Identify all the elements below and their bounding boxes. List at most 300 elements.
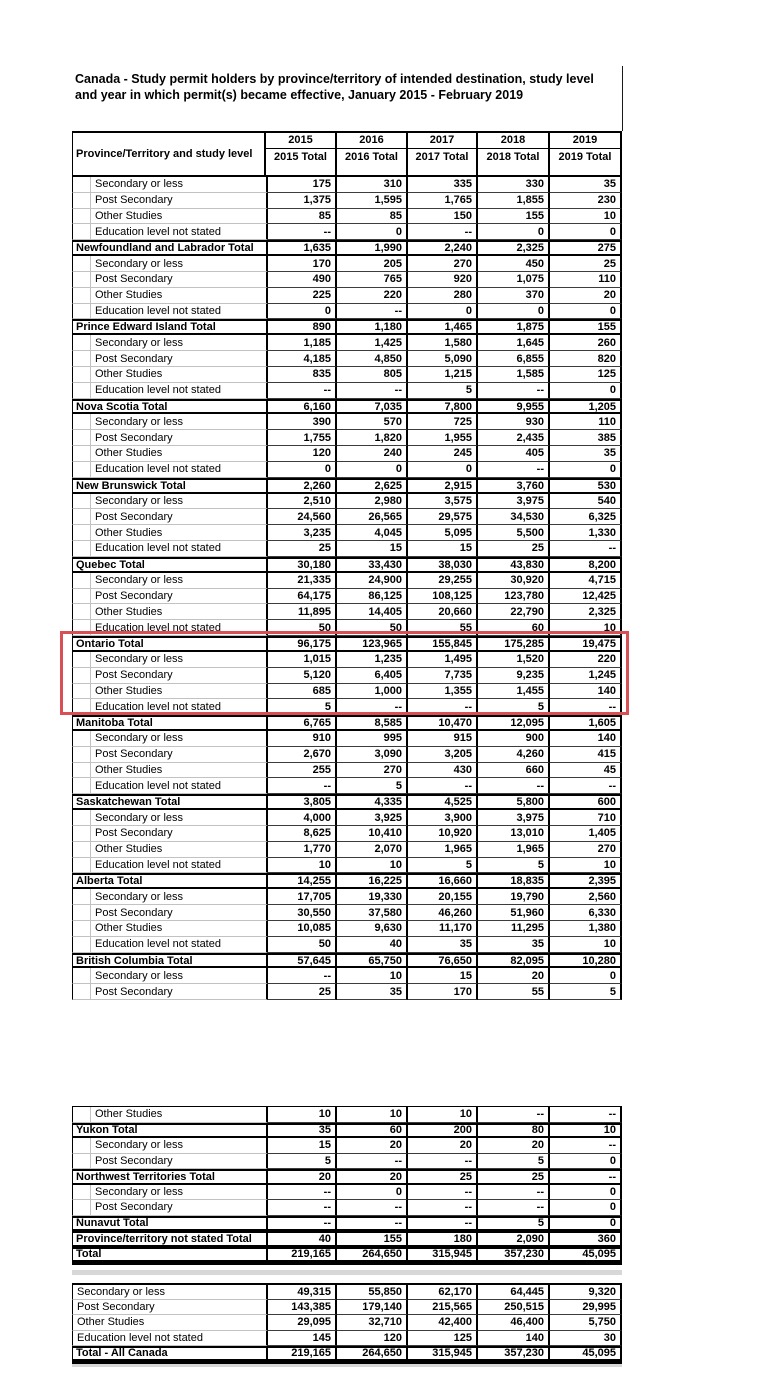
value-cell: 155 — [337, 1231, 408, 1247]
value-cell: 1,000 — [337, 684, 408, 700]
value-cell: 86,125 — [337, 589, 408, 605]
province-total-row — [72, 1169, 622, 1185]
value-cell: 42,400 — [408, 1315, 478, 1330]
row-label: Other Studies — [95, 605, 163, 618]
study-level-row — [72, 1315, 622, 1330]
value-cell: 0 — [408, 304, 478, 320]
value-cell: 125 — [550, 367, 622, 383]
value-cell: 49,315 — [268, 1285, 337, 1300]
value-cell: 0 — [550, 462, 622, 478]
value-cell: 5,800 — [478, 794, 550, 810]
value-cell: 143,385 — [268, 1300, 337, 1315]
value-cell: -- — [408, 1154, 478, 1170]
study-level-row — [72, 858, 622, 874]
value-cell: 270 — [337, 763, 408, 779]
value-cell: -- — [478, 383, 550, 399]
value-cell: 26,565 — [337, 509, 408, 525]
row-label: Province/territory not stated Total — [76, 1232, 252, 1245]
report-title — [75, 71, 635, 103]
row-label-cell — [72, 1315, 268, 1330]
study-level-row — [72, 589, 622, 605]
row-label-cell — [72, 1123, 268, 1139]
row-label-cell — [72, 1200, 268, 1216]
value-cell: 2,625 — [337, 478, 408, 494]
row-label-cell — [72, 984, 268, 1000]
value-cell: 29,575 — [408, 509, 478, 525]
value-cell: 1,595 — [337, 193, 408, 209]
value-cell: 5 — [478, 1216, 550, 1232]
value-cell: 430 — [408, 763, 478, 779]
row-label-cell — [72, 304, 268, 320]
value-cell: 34,530 — [478, 509, 550, 525]
value-cell: 3,575 — [408, 494, 478, 510]
indent-gutter — [73, 367, 91, 382]
indent-gutter — [73, 462, 91, 477]
row-label: Other Studies — [95, 684, 163, 697]
value-cell: 315,945 — [408, 1247, 478, 1263]
value-cell: 2,435 — [478, 430, 550, 446]
value-cell: 1,185 — [268, 335, 337, 351]
value-cell: 219,165 — [268, 1247, 337, 1263]
value-cell: 10 — [550, 858, 622, 874]
value-cell: 30,920 — [478, 573, 550, 589]
value-cell: 4,045 — [337, 525, 408, 541]
value-cell: 5,090 — [408, 351, 478, 367]
year-header: 2017 — [408, 133, 476, 149]
value-cell: 390 — [268, 414, 337, 430]
value-cell: 150 — [408, 209, 478, 225]
value-cell: 50 — [337, 620, 408, 636]
indent-gutter — [73, 193, 91, 208]
year-header: 2019 — [550, 133, 620, 149]
indent-gutter — [73, 414, 91, 429]
row-label-cell — [72, 1185, 268, 1201]
study-level-row — [72, 826, 622, 842]
value-cell: 3,900 — [408, 810, 478, 826]
value-cell: 385 — [550, 430, 622, 446]
row-label: Prince Edward Island Total — [76, 321, 216, 334]
row-label-cell — [72, 367, 268, 383]
value-cell: 2,510 — [268, 494, 337, 510]
row-label-cell — [72, 209, 268, 225]
row-label-cell — [72, 1346, 268, 1361]
value-cell: 25 — [478, 1169, 550, 1185]
value-cell: 0 — [268, 462, 337, 478]
value-cell: 15 — [408, 541, 478, 557]
value-cell: -- — [408, 224, 478, 240]
value-cell: -- — [408, 778, 478, 794]
study-level-row — [72, 968, 622, 984]
row-label-cell — [72, 842, 268, 858]
row-label-cell — [72, 319, 268, 335]
value-cell: 123,965 — [337, 636, 408, 652]
row-label: Post Secondary — [95, 906, 173, 919]
indent-gutter — [73, 177, 91, 192]
value-cell: 76,650 — [408, 953, 478, 969]
value-cell: 155 — [550, 319, 622, 335]
year-header: 2016 — [337, 133, 406, 149]
value-cell: 1,875 — [478, 319, 550, 335]
value-cell: 10 — [550, 209, 622, 225]
value-cell: 370 — [478, 288, 550, 304]
value-cell: 55 — [408, 620, 478, 636]
indent-gutter — [73, 826, 91, 841]
row-label: Education level not stated — [77, 1331, 203, 1344]
row-label: Total - All Canada — [76, 1347, 168, 1360]
province-total-row — [72, 240, 622, 256]
row-label-cell — [72, 1285, 268, 1300]
value-cell: 1,965 — [408, 842, 478, 858]
section-divider — [72, 1364, 622, 1367]
row-label-cell — [72, 889, 268, 905]
row-label: Nova Scotia Total — [76, 400, 168, 413]
value-cell: 5 — [408, 383, 478, 399]
row-label-cell — [72, 1154, 268, 1170]
value-cell: 1,355 — [408, 684, 478, 700]
value-cell: 805 — [337, 367, 408, 383]
value-cell: 910 — [268, 731, 337, 747]
value-cell: 360 — [550, 1231, 622, 1247]
study-level-row — [72, 731, 622, 747]
study-level-row — [72, 1185, 622, 1201]
table-section-continued — [72, 1106, 622, 1265]
value-cell: 50 — [268, 937, 337, 953]
row-label: Other Studies — [95, 764, 163, 777]
value-cell: 80 — [478, 1123, 550, 1139]
value-cell: 20 — [478, 1138, 550, 1154]
indent-gutter — [73, 224, 91, 239]
value-cell: 2,240 — [408, 240, 478, 256]
value-cell: 264,650 — [337, 1346, 408, 1361]
value-cell: 1,235 — [337, 652, 408, 668]
indent-gutter — [73, 905, 91, 920]
row-label-cell — [72, 858, 268, 874]
row-label: Secondary or less — [77, 1286, 166, 1299]
value-cell: 2,325 — [478, 240, 550, 256]
row-label: Secondary or less — [95, 178, 184, 191]
value-cell: 30,180 — [268, 557, 337, 573]
row-label: Secondary or less — [95, 574, 184, 587]
value-cell: -- — [550, 1107, 622, 1123]
value-cell: 10 — [337, 1107, 408, 1123]
row-label-cell — [72, 351, 268, 367]
value-cell: 5,095 — [408, 525, 478, 541]
value-cell: -- — [408, 1216, 478, 1232]
value-cell: 35 — [337, 984, 408, 1000]
row-label: Ontario Total — [76, 637, 144, 650]
row-label: Post Secondary — [77, 1301, 155, 1314]
value-cell: 10 — [337, 968, 408, 984]
study-level-row — [72, 905, 622, 921]
value-cell: 57,645 — [268, 953, 337, 969]
table-header — [72, 131, 622, 177]
value-cell: 0 — [550, 383, 622, 399]
row-label: Secondary or less — [95, 969, 184, 982]
value-cell: 260 — [550, 335, 622, 351]
value-cell: 450 — [478, 256, 550, 272]
row-label-cell — [72, 557, 268, 573]
value-cell: 37,580 — [337, 905, 408, 921]
value-cell: 5 — [478, 699, 550, 715]
value-cell: -- — [478, 1200, 550, 1216]
province-total-row — [72, 1231, 622, 1247]
row-label: Other Studies — [95, 289, 163, 302]
value-cell: 1,245 — [550, 668, 622, 684]
value-cell: 5,500 — [478, 525, 550, 541]
row-label: Education level not stated — [95, 779, 221, 792]
indent-gutter — [73, 446, 91, 461]
table-section-summary — [72, 1283, 622, 1364]
row-label: Other Studies — [95, 843, 163, 856]
value-cell: 920 — [408, 272, 478, 288]
row-label-cell — [72, 193, 268, 209]
row-label-cell — [72, 272, 268, 288]
value-cell: 270 — [408, 256, 478, 272]
value-cell: 4,850 — [337, 351, 408, 367]
indent-gutter — [73, 1185, 91, 1200]
value-cell: 25 — [268, 541, 337, 557]
indent-gutter — [73, 604, 91, 619]
value-cell: 140 — [478, 1331, 550, 1346]
value-cell: 230 — [550, 193, 622, 209]
value-cell: 1,580 — [408, 335, 478, 351]
value-cell: 120 — [337, 1331, 408, 1346]
indent-gutter — [73, 383, 91, 398]
value-cell: 55 — [478, 984, 550, 1000]
grand-total-row — [72, 1247, 622, 1263]
value-cell: 2,670 — [268, 747, 337, 763]
value-cell: 9,235 — [478, 668, 550, 684]
indent-gutter — [73, 763, 91, 778]
study-level-row — [72, 525, 622, 541]
row-label: Alberta Total — [76, 875, 143, 888]
value-cell: -- — [408, 1185, 478, 1201]
value-cell: 835 — [268, 367, 337, 383]
value-cell: 46,260 — [408, 905, 478, 921]
row-label: Education level not stated — [95, 700, 221, 713]
value-cell: -- — [268, 778, 337, 794]
study-level-row — [72, 1138, 622, 1154]
value-cell: 4,000 — [268, 810, 337, 826]
row-label: Secondary or less — [95, 1139, 184, 1152]
value-cell: 179,140 — [337, 1300, 408, 1315]
row-label: Post Secondary — [95, 273, 173, 286]
study-level-row — [72, 288, 622, 304]
indent-gutter — [73, 589, 91, 604]
value-cell: 915 — [408, 731, 478, 747]
value-cell: 1,015 — [268, 652, 337, 668]
value-cell: 1,405 — [550, 826, 622, 842]
value-cell: 33,430 — [337, 557, 408, 573]
row-label-cell — [72, 573, 268, 589]
value-cell: 415 — [550, 747, 622, 763]
value-cell: 6,765 — [268, 715, 337, 731]
indent-gutter — [73, 256, 91, 271]
row-label: Secondary or less — [95, 890, 184, 903]
value-cell: 15 — [337, 541, 408, 557]
value-cell: 3,235 — [268, 525, 337, 541]
study-level-row — [72, 304, 622, 320]
value-cell: 0 — [550, 1200, 622, 1216]
study-level-row — [72, 256, 622, 272]
value-cell: 24,560 — [268, 509, 337, 525]
value-cell: -- — [408, 1200, 478, 1216]
indent-gutter — [73, 968, 91, 983]
value-cell: 3,090 — [337, 747, 408, 763]
value-cell: 4,715 — [550, 573, 622, 589]
row-label-cell — [72, 715, 268, 731]
row-label: Education level not stated — [95, 305, 221, 318]
row-label: Post Secondary — [95, 827, 173, 840]
value-cell: 2,070 — [337, 842, 408, 858]
row-label: Education level not stated — [95, 938, 221, 951]
value-cell: 275 — [550, 240, 622, 256]
indent-gutter — [73, 937, 91, 952]
report-title-line1: Canada - Study permit holders by province/territory of intended destination, study level — [75, 72, 594, 86]
report-title-line2: and year in which permit(s) became effective, January 2015 - February 2019 — [75, 88, 524, 102]
value-cell: 60 — [478, 620, 550, 636]
value-cell: -- — [337, 1216, 408, 1232]
study-level-row — [72, 509, 622, 525]
value-cell: 7,735 — [408, 668, 478, 684]
value-cell: 3,975 — [478, 810, 550, 826]
value-cell: 264,650 — [337, 1247, 408, 1263]
value-cell: 155,845 — [408, 636, 478, 652]
value-cell: 5 — [268, 1154, 337, 1170]
study-level-row — [72, 272, 622, 288]
value-cell: 330 — [478, 177, 550, 193]
indent-gutter — [73, 509, 91, 524]
value-cell: 0 — [268, 304, 337, 320]
value-cell: 20,155 — [408, 889, 478, 905]
study-level-row — [72, 209, 622, 225]
study-level-row — [72, 224, 622, 240]
value-cell: 9,630 — [337, 921, 408, 937]
value-cell: 25 — [268, 984, 337, 1000]
value-cell: 10 — [550, 1123, 622, 1139]
value-cell: 725 — [408, 414, 478, 430]
row-label-cell — [72, 478, 268, 494]
row-label-cell — [72, 778, 268, 794]
row-label: Secondary or less — [95, 415, 184, 428]
value-cell: 1,965 — [478, 842, 550, 858]
value-cell: 10 — [268, 1107, 337, 1123]
value-cell: 21,335 — [268, 573, 337, 589]
indent-gutter — [73, 272, 91, 287]
year-total-header: 2017 Total — [415, 151, 469, 163]
value-cell: 765 — [337, 272, 408, 288]
row-label: Post Secondary — [95, 1154, 173, 1167]
year-total-header: 2016 Total — [345, 151, 398, 163]
value-cell: 62,170 — [408, 1285, 478, 1300]
value-cell: 51,960 — [478, 905, 550, 921]
indent-gutter — [73, 209, 91, 224]
row-label: Secondary or less — [95, 494, 184, 507]
value-cell: 5 — [478, 858, 550, 874]
value-cell: 0 — [550, 224, 622, 240]
value-cell: 6,160 — [268, 399, 337, 415]
value-cell: 32,710 — [337, 1315, 408, 1330]
indent-gutter — [73, 1107, 91, 1122]
value-cell: -- — [408, 699, 478, 715]
value-cell: 540 — [550, 494, 622, 510]
year-total-header: 2018 Total — [486, 151, 540, 163]
value-cell: -- — [268, 383, 337, 399]
value-cell: -- — [550, 778, 622, 794]
row-label-cell — [72, 509, 268, 525]
value-cell: 280 — [408, 288, 478, 304]
value-cell: 29,995 — [550, 1300, 622, 1315]
province-total-row — [72, 715, 622, 731]
row-label-cell — [72, 1247, 268, 1263]
value-cell: 1,425 — [337, 335, 408, 351]
value-cell: -- — [337, 304, 408, 320]
indent-gutter — [73, 889, 91, 904]
province-total-row — [72, 953, 622, 969]
value-cell: 405 — [478, 446, 550, 462]
value-cell: -- — [337, 1154, 408, 1170]
study-level-row — [72, 1200, 622, 1216]
value-cell: 10,280 — [550, 953, 622, 969]
row-label-cell — [72, 240, 268, 256]
value-cell: 4,260 — [478, 747, 550, 763]
study-level-row — [72, 193, 622, 209]
row-label: Other Studies — [95, 922, 163, 935]
value-cell: 10,470 — [408, 715, 478, 731]
study-level-row — [72, 351, 622, 367]
row-label: Other Studies — [95, 1108, 163, 1121]
indent-gutter — [73, 335, 91, 350]
row-label-cell — [72, 1216, 268, 1232]
indent-gutter — [73, 494, 91, 509]
value-cell: 3,805 — [268, 794, 337, 810]
row-label-cell — [72, 763, 268, 779]
row-label: Newfoundland and Labrador Total — [76, 242, 254, 255]
value-cell: 12,425 — [550, 589, 622, 605]
row-label: Manitoba Total — [76, 717, 153, 730]
indent-gutter — [73, 1138, 91, 1153]
value-cell: 0 — [478, 224, 550, 240]
value-cell: 10 — [550, 937, 622, 953]
value-cell: 25 — [550, 256, 622, 272]
value-cell: 5 — [478, 1154, 550, 1170]
section-divider — [72, 1270, 622, 1275]
value-cell: 570 — [337, 414, 408, 430]
indent-gutter — [73, 1154, 91, 1169]
value-cell: 85 — [268, 209, 337, 225]
value-cell: 50 — [268, 620, 337, 636]
value-cell: 24,900 — [337, 573, 408, 589]
value-cell: 110 — [550, 414, 622, 430]
province-total-row — [72, 1123, 622, 1139]
value-cell: 17,705 — [268, 889, 337, 905]
value-cell: 3,975 — [478, 494, 550, 510]
row-label-cell — [72, 541, 268, 557]
value-cell: 35 — [478, 937, 550, 953]
value-cell: 20,660 — [408, 604, 478, 620]
value-cell: 19,790 — [478, 889, 550, 905]
row-label-cell — [72, 937, 268, 953]
province-total-row — [72, 478, 622, 494]
value-cell: 270 — [550, 842, 622, 858]
study-level-row — [72, 430, 622, 446]
row-label: Northwest Territories Total — [76, 1170, 215, 1183]
value-cell: 82,095 — [478, 953, 550, 969]
value-cell: 29,255 — [408, 573, 478, 589]
value-cell: 25 — [478, 541, 550, 557]
row-label: Post Secondary — [95, 510, 173, 523]
study-level-row — [72, 842, 622, 858]
